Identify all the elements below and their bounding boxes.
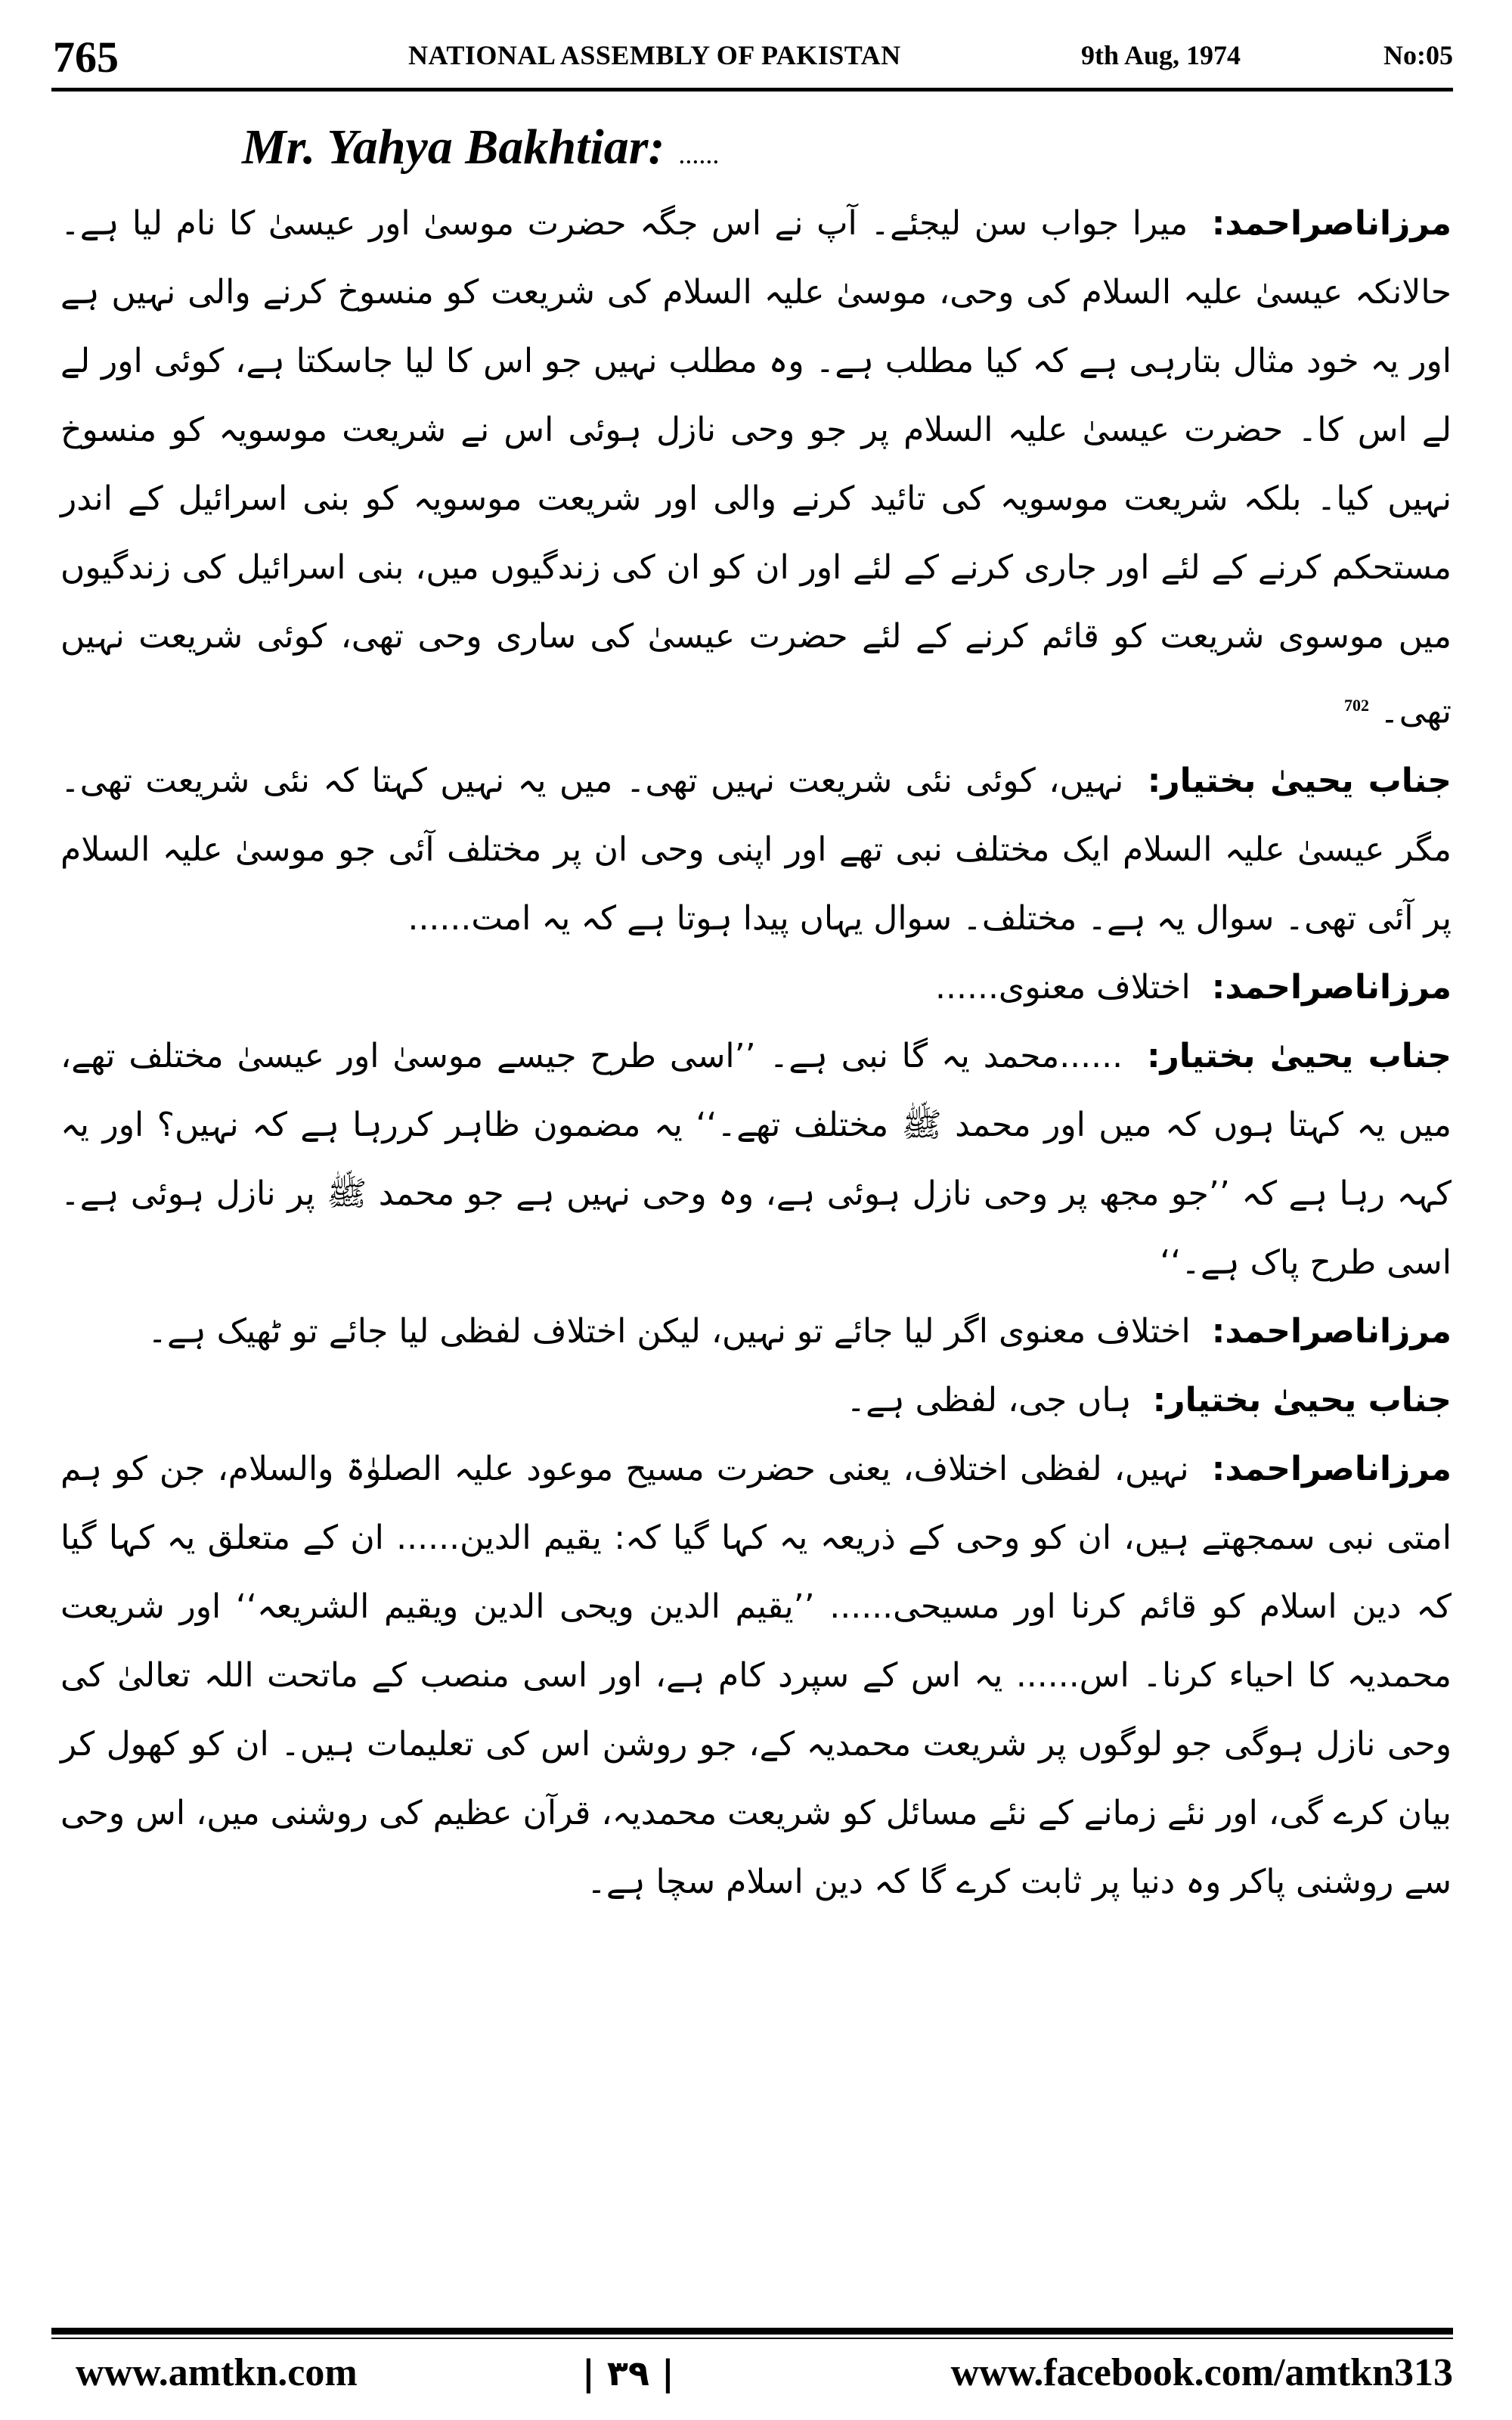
speaker-label: مرزاناصراحمد: (1211, 1449, 1452, 1488)
speaker-label: مرزاناصراحمد: (1211, 1311, 1452, 1351)
footer-rule-thin (51, 2338, 1453, 2339)
website-link[interactable]: www.amtkn.com (76, 2351, 358, 2394)
page-number: 765 (53, 33, 119, 82)
paragraph-text: ہاں جی، لفظی ہے۔ (846, 1380, 1132, 1419)
speaker-label: جناب یحییٰ بختیار: (1152, 1380, 1452, 1419)
footer-rule-thick (51, 2328, 1453, 2335)
paragraph-text: نہیں، لفظی اختلاف، یعنی حضرت مسیح موعود علیہ الصلوٰۃ والسلام، جن کو ہم امتی نبی سمجھتے ہیں، ان کو وحی کے ذریعہ یہ کہا گیا کہ: یقیم الدین...... ان کے متعلق یہ کہا گیا کہ دین اسلام کو قائم کرنا اور مسیحی...... ’’یقیم الدین ویحی الدین ویقیم الشریعہ‘‘ اور شریعت محمدیہ کا احیاء کرنا۔ اس...... یہ اس کے سپرد کام ہے، اور اسی منصب کے ماتحت اللہ تعالیٰ کی وحی نازل ہوگی جو لوگوں پر شریعت محمدیہ کے، جو روشن اس کی تعلیمات ہیں۔ ان کو کھول کر بیان کرے گی، اور نئے زمانے کے نئے مسائل کو شریعت محمدیہ، قرآن عظیم کی روشنی میں، اس وحی سے روشنی پاکر وہ دنیا پر ثابت کرے گا کہ دین اسلام سچا ہے۔ (60, 1449, 1452, 1901)
paragraph-5 (60, 1297, 1452, 1366)
paragraph-4 (60, 1022, 1452, 1297)
paragraph-text: نہیں، کوئی نئی شریعت نہیں تھی۔ میں یہ نہیں کہتا کہ نئی شریعت تھی۔ مگر عیسیٰ علیہ السلام ایک مختلف نبی تھے اور اپنی وحی ان پر مختلف آئی جو موسیٰ علیہ السلام پر آئی تھی۔ سوال یہ ہے۔ مختلف۔ سوال یہاں پیدا ہوتا ہے کہ یہ امت...... (60, 761, 1452, 938)
paragraph-3 (60, 953, 1452, 1022)
speaker-label: جناب یحییٰ بختیار: (1147, 761, 1452, 800)
paragraph-text: اختلاف معنوی...... (935, 967, 1191, 1007)
speaker-label: جناب یحییٰ بختیار: (1146, 1036, 1452, 1075)
paragraph-7 (60, 1435, 1452, 1916)
transcript-body (60, 106, 1452, 1916)
footnote-marker: 702 (1344, 696, 1370, 715)
issue-number: No:05 (1383, 40, 1453, 70)
header-rule (51, 88, 1453, 92)
page-footer (53, 2343, 1453, 2403)
session-date: 9th Aug, 1974 (1081, 40, 1241, 70)
assembly-title: NATIONAL ASSEMBLY OF PAKISTAN (408, 40, 901, 70)
facebook-link[interactable]: www.facebook.com/amtkn313 (950, 2351, 1453, 2394)
paragraph-text: ......محمد یہ گا نبی ہے۔ ’’اسی طرح جیسے موسیٰ اور عیسیٰ مختلف تھے، میں یہ کہتا ہوں کہ میں اور محمد ﷺ مختلف تھے۔‘‘ یہ مضمون ظاہر کررہا ہے کہ نہیں؟ اور یہ کہہ رہا ہے کہ ’’جو مجھ پر وحی نازل ہوئی ہے، وہ وحی نہیں ہے جو محمد ﷺ پر نازل ہوئی ہے۔ اسی طرح پاک ہے۔‘‘ (60, 1036, 1452, 1282)
page-header (53, 30, 1453, 85)
paragraph-text: اختلاف معنوی اگر لیا جائے تو نہیں، لیکن اختلاف لفظی لیا جائے تو ٹھیک ہے۔ (147, 1311, 1191, 1351)
paragraph-2 (60, 746, 1452, 953)
heading-ellipsis: ...... (678, 139, 720, 169)
speaker-label: مرزاناصراحمد: (1211, 204, 1452, 243)
paragraph-6 (60, 1366, 1452, 1435)
heading-speaker: Mr. Yahya Bakhtiar: (242, 119, 665, 175)
paragraph-text: میرا جواب سن لیجئے۔ آپ نے اس جگہ حضرت موسیٰ اور عیسیٰ کا نام لیا ہے۔ حالانکہ عیسیٰ علیہ السلام کی وحی، موسیٰ علیہ السلام کی شریعت کو منسوخ کرنے والی نہیں ہے اور یہ خود مثال بتارہی ہے کہ کیا مطلب ہے۔ وہ مطلب نہیں جو اس کا لیا جاسکتا ہے، کوئی اور لے لے اس کا۔ حضرت عیسیٰ علیہ السلام پر جو وحی نازل ہوئی اس نے شریعت موسویہ کو منسوخ نہیں کیا۔ بلکہ شریعت موسویہ کی تائید کرنے والی اور شریعت موسویہ کو بنی اسرائیل کے اندر مستحکم کرنے کے لئے اور جاری کرنے کے لئے اور ان کو ان کی زندگیوں میں، بنی اسرائیل کی زندگیوں میں موسوی شریعت کو قائم کرنے کے لئے حضرت عیسیٰ کی ساری وحی تھی، کوئی شریعت نہیں تھی۔ (60, 204, 1452, 731)
footer-page-label: | ٣٩ | (582, 2353, 674, 2394)
english-speaker-heading (60, 106, 1452, 189)
speaker-label: مرزاناصراحمد: (1211, 967, 1452, 1007)
paragraph-1 (60, 189, 1452, 746)
